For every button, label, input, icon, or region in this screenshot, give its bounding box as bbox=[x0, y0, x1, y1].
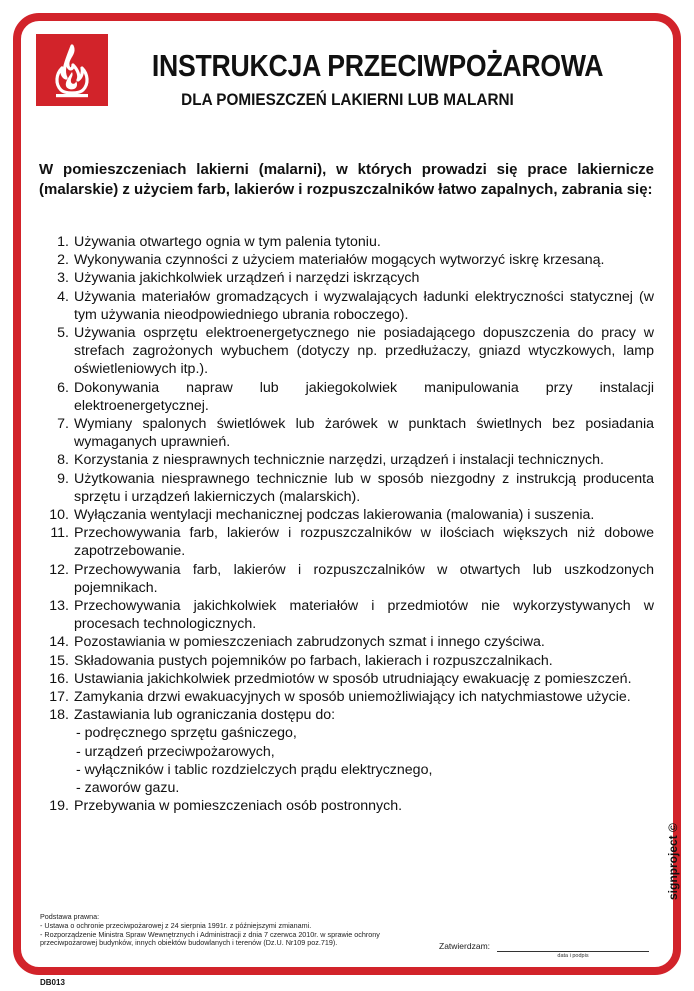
product-code: DB013 bbox=[40, 978, 65, 987]
page-subtitle: DLA POMIESZCZEŃ LAKIERNI LUB MALARNI bbox=[181, 90, 514, 109]
list-item: 17. Zamykania drzwi ewakuacyjnych w sposób uniemożliwiający ich natychmiastowe użycie. bbox=[49, 689, 631, 706]
list-item: 19. Przebywania w pomieszczeniach osób postronnych. bbox=[49, 798, 403, 815]
list-item: 12. Przechowywania farb, lakierów i rozpuszczalników w otwartych lub uszkodzonych pojemnikach. bbox=[49, 561, 654, 596]
list-item: 14. Pozostawiania w pomieszczeniach zabrudzonych szmat i innego czyściwa. bbox=[49, 634, 545, 651]
list-item: 4. Używania materiałów gromadzących i wyzwalających ładunki elektryczności statycznej (w tym używania nieodpowiedniego ubrania roboczego). bbox=[57, 288, 654, 323]
list-item: 5. Używania osprzętu elektroenergetycznego nie posiadającego dopuszczenia do pracy w strefach zagrożonych wybuchem (dotyczy np. przedłużaczy, gniazd wtyczkowych, lamp oświetleniowych itp.). bbox=[57, 325, 654, 378]
legal-basis bbox=[40, 913, 428, 948]
list-item: 6. Dokonywania napraw lub jakiegokolwiek manipulowania przy instalacji elektroenergetycznej. bbox=[57, 379, 654, 414]
list-item: 8. Korzystania z niesprawnych technicznie narzędzi, urządzeń i instalacji technicznych. bbox=[57, 452, 604, 469]
list-item: 1. Używania otwartego ognia w tym palenia tytoniu. bbox=[57, 234, 381, 250]
page-title: INSTRUKCJA PRZECIWPOŻAROWA bbox=[151, 48, 604, 83]
legal-line: - Ustawa o ochronie przeciwpożarowej z 24 sierpnia 1991r. z późniejszymi zmianami. bbox=[40, 920, 312, 930]
prohibitions-list bbox=[39, 233, 654, 816]
list-item: 10. Wyłączania wentylacji mechanicznej podczas lakierowania (malowania) i suszenia. bbox=[49, 507, 595, 524]
list-item: 9. Użytkowania niesprawnego technicznie lub w sposób niezgodny z instrukcją producenta sprzętu i urządzeń lakierniczych (malarskich). bbox=[57, 470, 654, 505]
intro-paragraph: W pomieszczeniach lakierni (malarni), w których prowadzi się prace lakiernicze (malarskie) z użyciem farb, lakierów i rozpuszczalników łatwo zapalnych, zabrania się: bbox=[39, 161, 654, 198]
list-item: 11. Przechowywania farb, lakierów i rozpuszczalników w ilościach większych niż dobowe zapotrzebowanie. bbox=[50, 525, 654, 560]
list-item: 16. Ustawiania jakichkolwiek przedmiotów w sposób utrudniający ewakuację z pomieszczeń. bbox=[49, 670, 632, 687]
signature-caption: data i podpis bbox=[557, 953, 589, 959]
legal-line: - Rozporządzenie Ministra Spraw Wewnętrznych i Administracji z dnia 7 czerwca 2010r. w sprawie ochrony przeciwpożarowej budynków, innych obiektów budowlanych i terenów (Dz.U. Nr109 poz.719). bbox=[40, 929, 380, 948]
flame-icon bbox=[36, 34, 108, 106]
sub-list bbox=[74, 724, 654, 797]
legal-heading: Podstawa prawna: bbox=[40, 912, 100, 921]
brand-mark: signproject © bbox=[666, 823, 680, 900]
list-item: 18. Zastawiania lub ograniczania dostępu do: - podręcznego sprzętu gaśniczego, - urządzeń przeciwpożarowych, - wyłączników i tablic rozdzielczych prądu elektrycznego, - zaworów gazu. bbox=[39, 706, 654, 797]
list-item: 15. Składowania pustych pojemników po farbach, lakierach i rozpuszczalnikach. bbox=[49, 652, 553, 669]
sub-list-item: - zaworów gazu. bbox=[76, 780, 180, 797]
list-item: 7. Wymiany spalonych świetlówek lub żarówek w punktach świetlnych bez posiadania wymaganych uprawnień. bbox=[57, 416, 654, 451]
list-item: 3. Używania jakichkolwiek urządzeń i narzędzi iskrzących bbox=[57, 270, 420, 287]
sub-list-item: - urządzeń przeciwpożarowych, bbox=[76, 743, 275, 760]
sub-list-item: - wyłączników i tablic rozdzielczych prądu elektrycznego, bbox=[76, 761, 433, 778]
list-item: 2. Wykonywania czynności z użyciem materiałów mogących wytworzyć iskrę krzesaną. bbox=[57, 252, 605, 269]
fire-hazard-badge bbox=[36, 34, 108, 106]
list-item: 13. Przechowywania jakichkolwiek materiałów i przedmiotów nie wykorzystywanych w procesach technologicznych. bbox=[49, 598, 654, 633]
sub-list-item: - podręcznego sprzętu gaśniczego, bbox=[76, 725, 297, 742]
approval-label: Zatwierdzam: bbox=[439, 941, 491, 951]
signature-line bbox=[497, 951, 649, 952]
